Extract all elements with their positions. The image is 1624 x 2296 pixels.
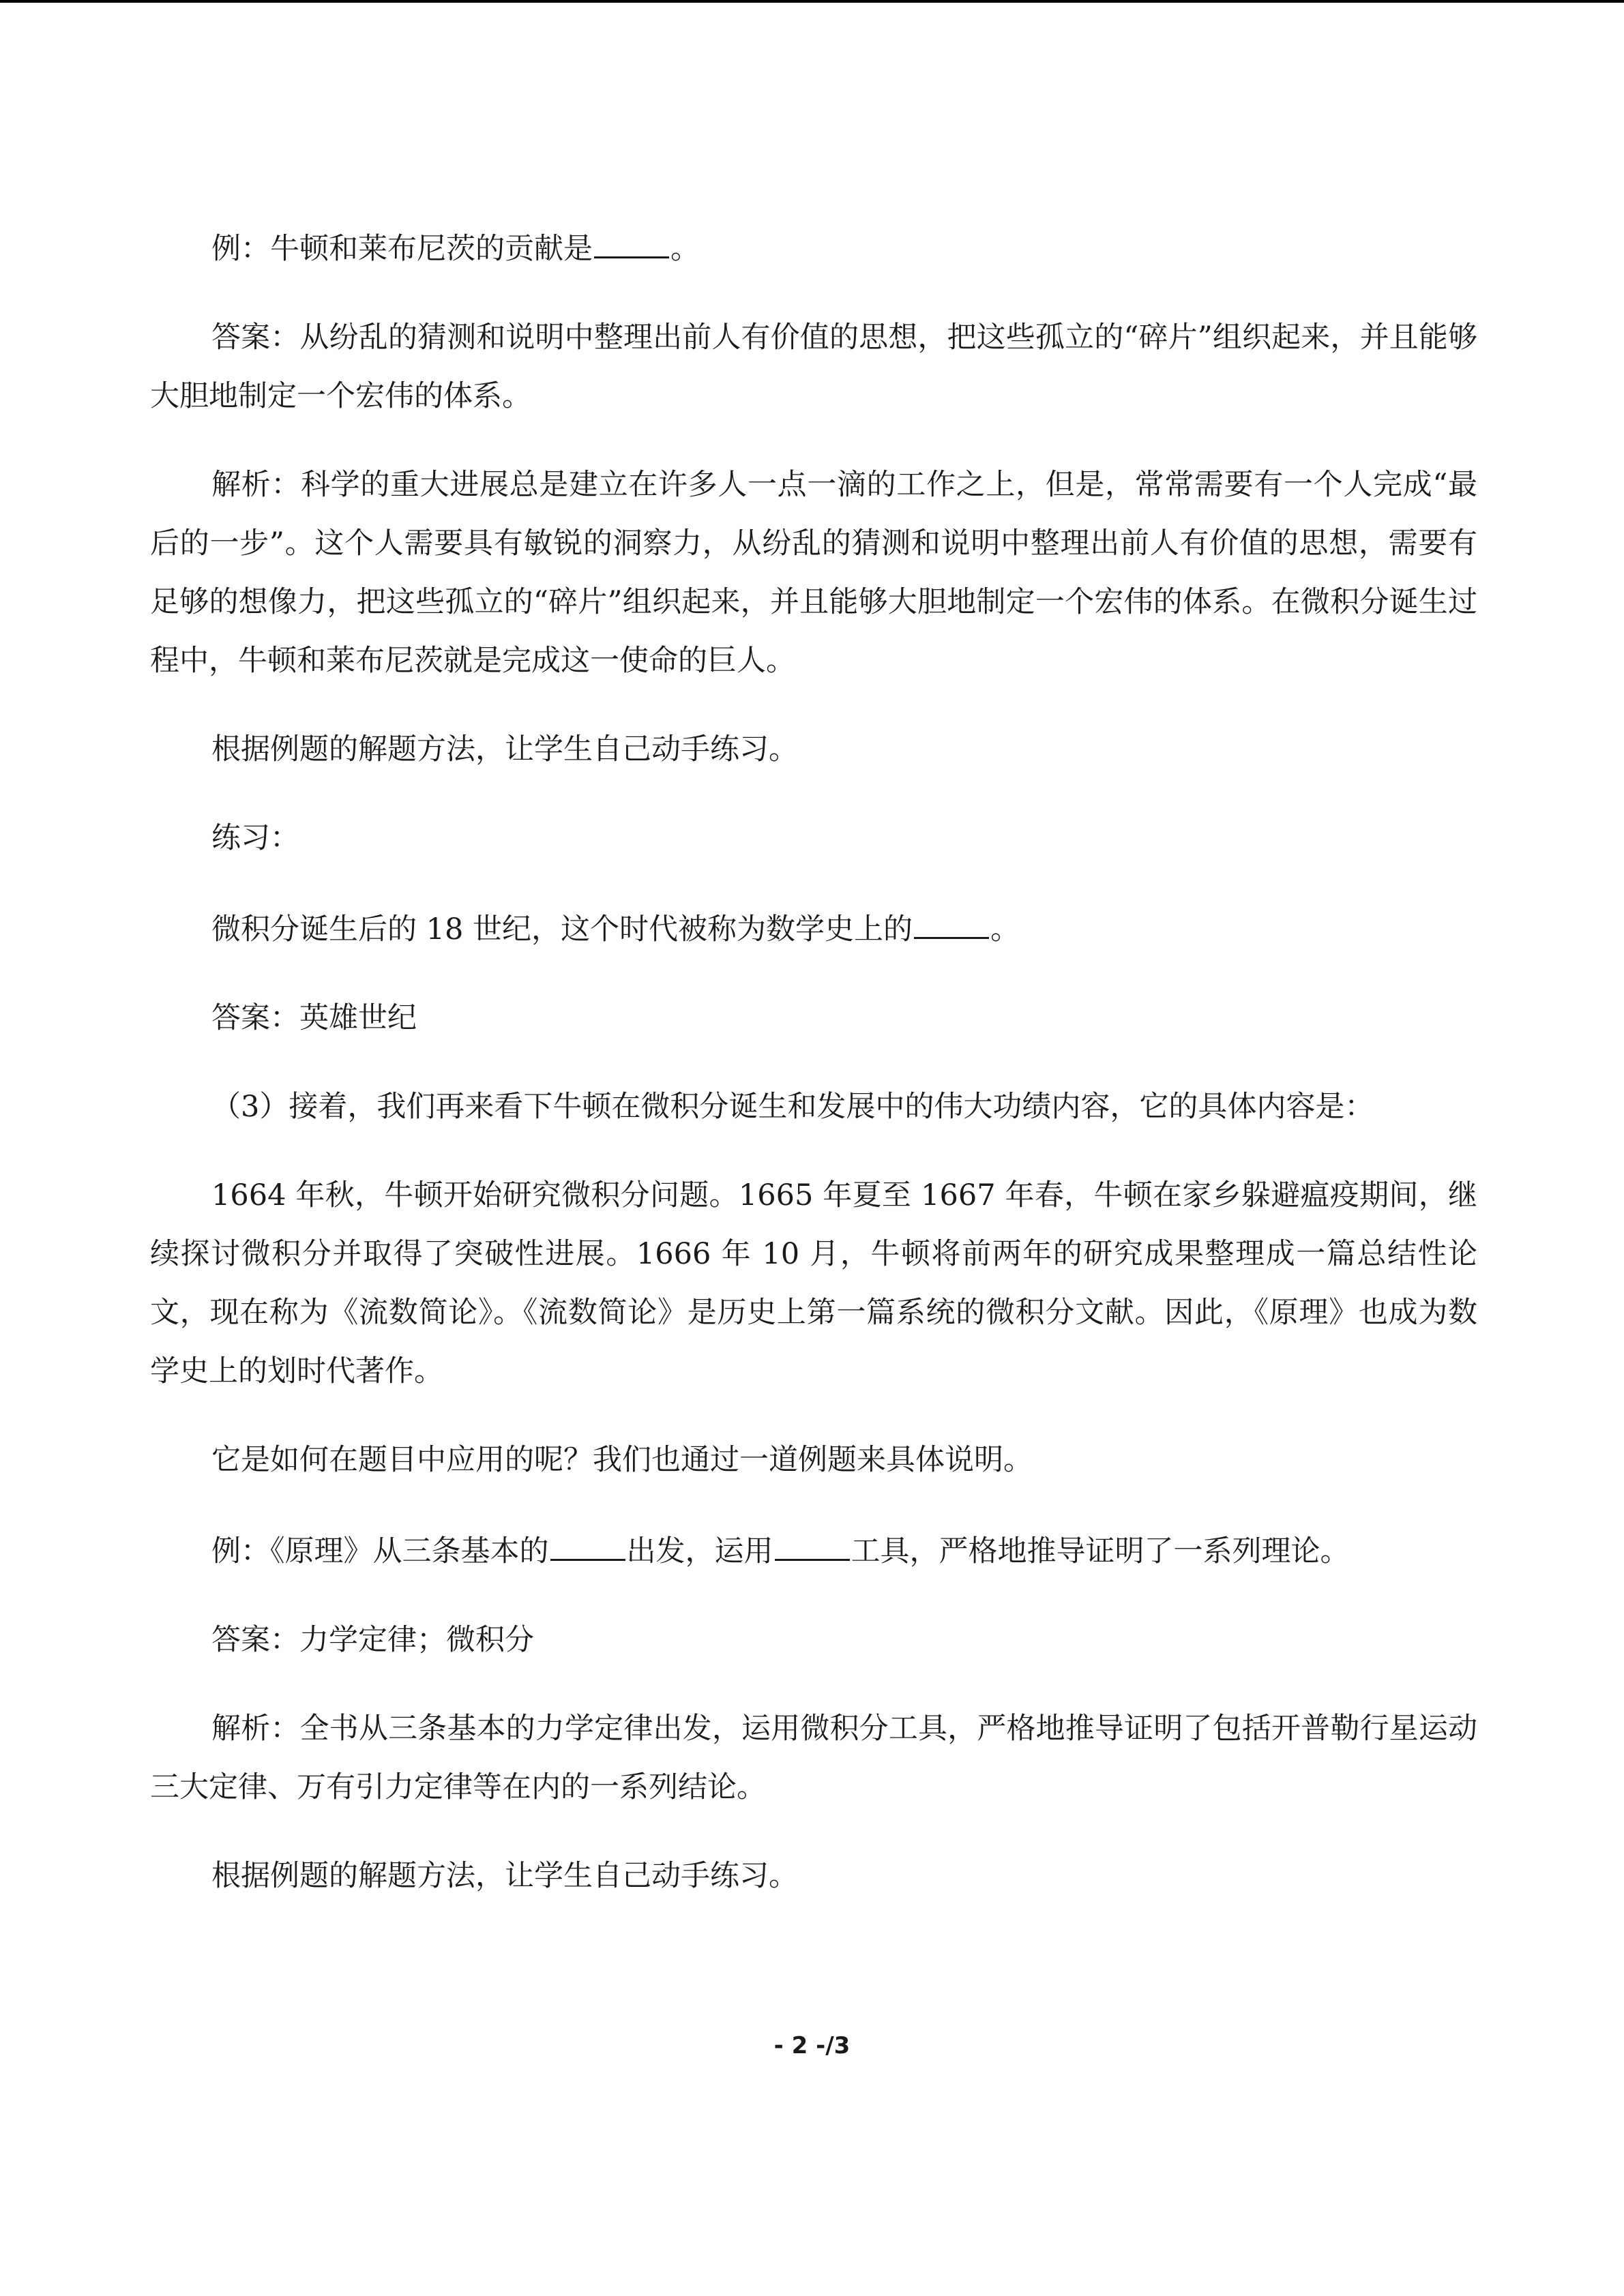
answer-blank <box>914 897 989 939</box>
question-text-part1: 例：《原理》从三条基本的 <box>211 1534 549 1568</box>
newton-history-paragraph: 1664 年秋，牛顿开始研究微积分问题。1665 年夏至 1667 年春，牛顿在家乡躲避瘟疫期间，继续探讨微积分并取得了突破性进展。1666 年 10 月，牛顿将前两年的研究成果整理成一篇总结性论文，现在称为《流数简论》。《流数简论》是历史上第一篇系统的微积分文献。因此，《原理》也成为数学史上的划时代著作。 <box>150 1178 1477 1388</box>
answer-blank-1 <box>550 1519 625 1561</box>
example-question-principia <box>150 1519 1477 1581</box>
answer-blank-2 <box>775 1519 850 1561</box>
practice-question-18th-century <box>150 897 1477 959</box>
document-body <box>150 217 1477 1935</box>
practice-label: 练习： <box>211 821 299 855</box>
question-text-part3: 工具，严格地推导证明了一系列理论。 <box>851 1534 1350 1568</box>
answer-blank <box>594 217 669 258</box>
page-number: - 2 -/3 <box>773 2032 851 2059</box>
example-question-contribution <box>150 217 1477 278</box>
question-end: 。 <box>670 232 700 266</box>
question-end: 。 <box>990 912 1020 946</box>
analysis-contribution: 解析：科学的重大进展总是建立在许多人一点一滴的工作之上，但是，常常需要有一个人完成“最后的一步”。这个人需要具有敏锐的洞察力，从纷乱的猜测和说明中整理出前人有价值的思想，需要有足够的想像力，把这些孤立的“碎片”组织起来，并且能够大胆地制定一个宏伟的体系。在微积分诞生过程中，牛顿和莱布尼茨就是完成这一使命的巨人。 <box>150 468 1477 678</box>
answer-heroic-century: 答案：英雄世纪 <box>211 1001 417 1035</box>
top-border-line <box>0 0 1624 3</box>
answer-contribution: 答案：从纷乱的猜测和说明中整理出前人有价值的思想，把这些孤立的“碎片”组织起来，并且能够大胆地制定一个宏伟的体系。 <box>150 320 1477 413</box>
answer-principia: 答案：力学定律；微积分 <box>211 1623 534 1657</box>
question-text: 微积分诞生后的 18 世纪，这个时代被称为数学史上的 <box>211 912 913 946</box>
analysis-principia: 解析：全书从三条基本的力学定律出发，运用微积分工具，严格地推导证明了包括开普勒行星运动三大定律、万有引力定律等在内的一系列结论。 <box>150 1712 1477 1804</box>
question-text-part2: 出发，运用 <box>626 1534 773 1568</box>
application-intro: 它是如何在题目中应用的呢？我们也通过一道例题来具体说明。 <box>211 1443 1033 1477</box>
practice-instruction-2: 根据例题的解题方法，让学生自己动手练习。 <box>211 1859 798 1893</box>
practice-instruction: 根据例题的解题方法，让学生自己动手练习。 <box>211 732 798 766</box>
section-3-intro: （3）接着，我们再来看下牛顿在微积分诞生和发展中的伟大功绩内容，它的具体内容是： <box>211 1090 1374 1124</box>
question-text: 例：牛顿和莱布尼茨的贡献是 <box>211 232 593 266</box>
